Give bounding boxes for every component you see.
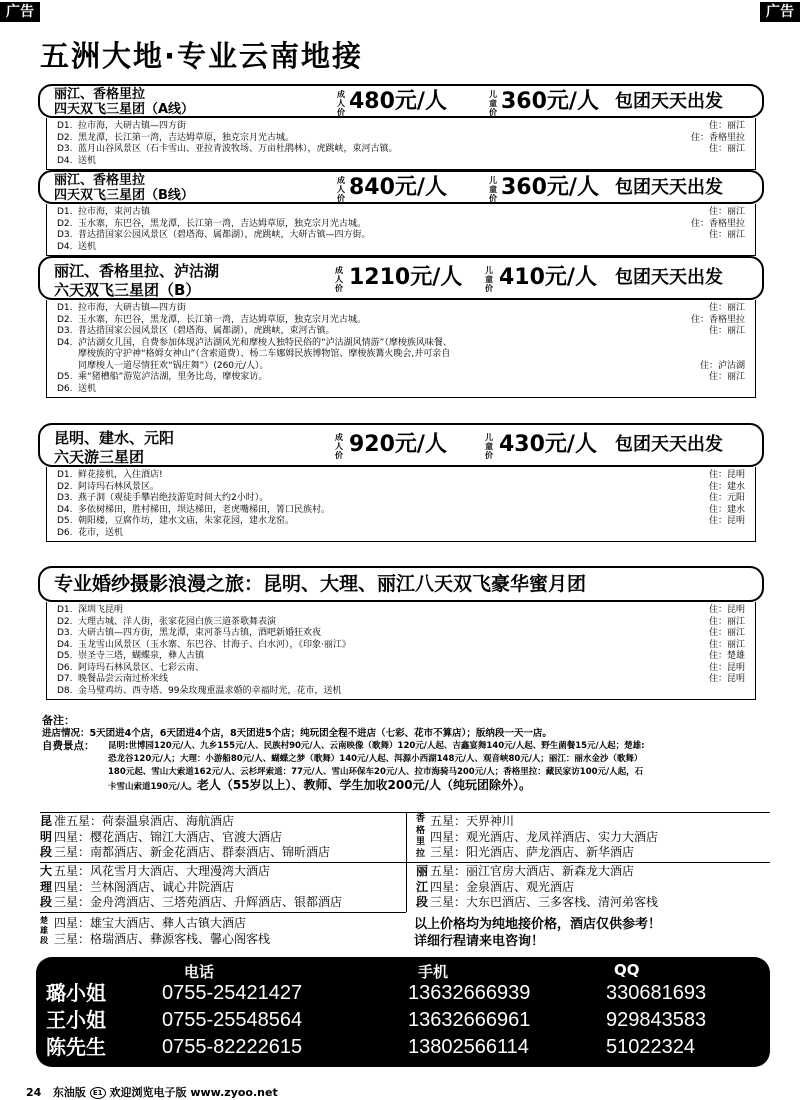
day-number: D1.: [57, 605, 73, 615]
self-pay-line: 180元起、雪山大索道162元/人、云杉坪索道：77元/人、雪山环保车20元/人、拉市海骑马200元/人；香格里拉：藏民家访100元/人起，石: [108, 767, 644, 777]
day-number: D8.: [57, 685, 73, 696]
itinerary-day: [57, 207, 745, 219]
day-stay: 住：楚雄: [708, 651, 745, 661]
day-description: 阿诗玛石林风景区、七彩云南、: [78, 662, 205, 673]
itinerary-day: [57, 326, 745, 338]
adult-price: 1210元/人: [349, 265, 463, 290]
hotel-row: 四星：金泉酒店、观光酒店: [430, 879, 575, 894]
hotel-city: 大理段: [40, 864, 53, 909]
day-number: D5.: [57, 372, 73, 382]
day-description: 摩梭族的守护神“格姆女神山”（含索道费）、杨二车娜姆民族博物馆、摩梭族篝火晚会,并可亲自: [78, 349, 451, 359]
contact-name: 陈先生: [46, 1035, 106, 1059]
discount-note: 老人（55岁以上）、教师、学生加收200元/人（纯玩团除外）。: [196, 778, 531, 792]
itinerary-day: [57, 686, 745, 698]
publication-name: 东油版: [52, 1086, 86, 1099]
footer: [26, 1084, 278, 1100]
disclaimer: [414, 916, 661, 950]
package-type: 六天双飞三星团（B）: [54, 281, 201, 299]
day-description: 玉水寨，东巴谷，黑龙潭，长江第一湾，吉达姆草原，独克宗月光古城。: [78, 314, 367, 325]
day-stay: 住：昆明: [708, 674, 745, 684]
departure-tag: 包团天天出发: [615, 177, 723, 198]
day-description: 泸沽湖女儿国，自费参加体现泸沽湖风光和摩梭人独特民俗的“泸沽湖风情游”（摩梭族风味餐、: [78, 337, 452, 348]
itinerary-day: [57, 482, 745, 494]
notes-title: 备注：: [42, 714, 75, 727]
self-pay-label: 自费景点：: [42, 740, 95, 752]
day-description: 蓝月山谷风景区（石卡雪山、亚拉青波牧场、万亩杜鹃林），虎跳峡，束河古镇。: [78, 144, 398, 154]
shop-info: [42, 727, 772, 740]
day-description: 大理古城、洋人街，张家花园白族三道茶歌舞表演: [78, 616, 277, 627]
day-number: D6.: [57, 383, 73, 394]
adult-price-label: 成人价: [335, 266, 343, 293]
day-description: 送机: [78, 155, 97, 166]
qq-header: QQ: [614, 961, 640, 979]
phone-header: 电话: [184, 963, 215, 981]
day-number: D3.: [57, 326, 73, 336]
child-price: 360元/人: [501, 175, 599, 200]
hotel-row: 四星：雄宝大酒店、彝人古镇大酒店: [54, 916, 247, 930]
day-description: 阿诗玛石林风景区。: [78, 481, 160, 492]
day-stay: 住：丽江: [708, 121, 745, 131]
contact-mobile[interactable]: 13632666939: [408, 982, 531, 1004]
day-stay: 住：丽江: [708, 207, 745, 217]
notes-section: [42, 714, 772, 794]
hotel-row: 三星：金舟湾酒店、三塔苑酒店、升辉酒店、银都酒店: [54, 895, 343, 909]
package-destinations: 丽江、香格里拉、泸沽湖: [54, 262, 220, 280]
day-stay: 住：丽江: [708, 372, 745, 382]
footer-text: 欢迎浏览电子版: [109, 1086, 187, 1099]
itinerary-day: [57, 493, 745, 505]
departure-tag: 包团天天出发: [615, 267, 723, 288]
day-description: 普达措国家公园风景区（碧塔海、属都湖），虎跳峡，束河古镇。: [78, 326, 335, 336]
package-type: 四天双飞三星团（A线）: [54, 102, 195, 117]
day-stay: 住：建水: [708, 481, 745, 492]
itinerary-day: [57, 651, 745, 663]
day-number: D3.: [57, 144, 73, 154]
day-description: 崇圣寺三塔，蝴蝶泉，彝人古镇: [78, 651, 205, 661]
hotel-row: 四星：观光酒店、龙凤祥酒店、实力大酒店: [430, 829, 659, 844]
itinerary-day: [57, 242, 745, 254]
hotels-chuxiong: [40, 916, 270, 947]
self-pay-line: 卡雪山索道190元/人。: [108, 782, 197, 792]
hotel-row: 准五星：荷泰温泉酒店、海航酒店: [54, 814, 235, 828]
contact-box: [36, 957, 770, 1067]
itinerary-day: [57, 144, 745, 156]
adult-price-label: 成人价: [335, 433, 343, 460]
day-number: D3.: [57, 230, 73, 240]
child-price-label: 儿童价: [489, 176, 497, 203]
package-header: [38, 170, 764, 204]
day-number: D3.: [57, 493, 73, 503]
hotel-row: 三星：南都酒店、新金花酒店、群泰酒店、锦昕酒店: [54, 845, 331, 859]
mobile-header: 手机: [418, 963, 449, 981]
itinerary-day: [57, 505, 745, 517]
day-number: D7.: [57, 674, 73, 684]
child-price: 430元/人: [499, 432, 597, 457]
package-header: [38, 423, 764, 467]
hotels-lijiang: [416, 864, 658, 911]
day-stay: 住：泸沽湖: [699, 360, 745, 371]
hotel-row: 三星：大东巴酒店、三多客栈、清河弟客栈: [430, 895, 659, 909]
day-stay: 住：昆明: [708, 605, 745, 615]
day-number: D2.: [57, 132, 73, 143]
tour-package: [38, 256, 764, 398]
package-itinerary: [46, 300, 756, 398]
day-number: D4.: [57, 155, 73, 166]
day-description: 拉市海，束河古镇: [78, 207, 151, 217]
day-stay: 住：昆明: [708, 662, 745, 673]
package-destinations: 丽江、香格里拉: [54, 173, 146, 188]
itinerary-day: [57, 674, 745, 686]
day-number: D4.: [57, 337, 73, 348]
contact-qq[interactable]: 929843583: [606, 1009, 707, 1031]
adult-price-label: 成人价: [337, 176, 345, 203]
day-number: D1.: [57, 207, 73, 217]
hotel-city: 丽江段: [416, 864, 429, 909]
day-description: 乘“猪槽船”游览泸沽湖，里务比岛，摩梭家访。: [78, 372, 268, 382]
itinerary-day: [57, 384, 745, 396]
itinerary-day: [57, 372, 745, 384]
logo-icon: E1: [90, 1087, 106, 1099]
self-pay-line: 昆明:世博园120元/人、九乡155元/人、民族村90元/人、云南映像（歌舞）120元/人起、吉鑫宴舞140元/人起、野生菌餐15元/人起；楚雄:: [108, 741, 645, 751]
day-number: D5.: [57, 651, 73, 661]
page-number: 24: [26, 1086, 42, 1099]
package-type: 六天游三星团: [54, 448, 145, 466]
day-description: 拉市海，大研古镇—四方街: [78, 303, 187, 313]
child-price-label: 儿童价: [485, 266, 493, 293]
day-description: 普达措国家公园风景区（碧塔海、属都湖），虎跳峡，大研古镇—四方街。: [78, 230, 371, 240]
hotel-row: 四星：樱花酒店、锦江大酒店、官渡大酒店: [54, 829, 283, 844]
footer-url[interactable]: www.zyoo.net: [190, 1086, 278, 1099]
day-stay: 住：香格里拉: [690, 218, 745, 229]
shop-text: 5天团进4个店，6天团进4个店，8天团进5个店；纯玩团全程不进店（七彩、花市不算店）；版纳段一天一店。: [89, 728, 552, 739]
tour-package: [38, 170, 764, 256]
day-stay: 住：香格里拉: [690, 132, 745, 143]
contact-phone[interactable]: 0755-82222615: [162, 1036, 303, 1058]
itinerary-day: [57, 338, 745, 350]
adult-price: 920元/人: [349, 432, 447, 457]
disclaimer-line: 以上价格均为纯地接价格，酒店仅供参考！: [414, 917, 662, 932]
day-description: 多依树梯田，胜村梯田，坝达梯田，老虎嘴梯田，箐口民族村。: [78, 504, 331, 515]
day-number: D4.: [57, 639, 73, 650]
day-number: D4.: [57, 504, 73, 515]
day-stay: 住：丽江: [708, 628, 745, 638]
disclaimer-line: 详细行程请来电咨询！: [414, 934, 545, 949]
hotel-row: 三星：阳光酒店、萨龙酒店、新华酒店: [430, 845, 635, 859]
contact-name: 王小姐: [46, 1008, 106, 1032]
day-description: 朝阳楼，豆腐作坊，建水文庙，朱家花园，建水龙窑。: [78, 516, 295, 526]
day-description: 送机: [78, 241, 97, 252]
day-stay: 住：丽江: [708, 326, 745, 336]
day-description: 拉市海，大研古镇—四方街: [78, 121, 187, 131]
day-stay: 住：丽江: [708, 230, 745, 240]
package-itinerary: [46, 204, 756, 256]
package-type: 四天双飞三星团（B线）: [54, 188, 194, 203]
package-itinerary: [46, 467, 756, 542]
shop-label: 进店情况：: [42, 728, 90, 739]
day-number: D5.: [57, 516, 73, 526]
day-description: 送机: [78, 383, 97, 394]
hotels-shangrila: [416, 814, 658, 861]
hotels-kunming: [40, 814, 330, 861]
day-number: D1.: [57, 303, 73, 313]
itinerary-day: [57, 133, 745, 145]
contact-name: 璐小姐: [46, 981, 106, 1005]
day-number: D2.: [57, 314, 73, 325]
child-price-label: 儿童价: [489, 90, 497, 117]
contact-qq[interactable]: 330681693: [606, 982, 707, 1004]
itinerary-day: [57, 663, 745, 675]
hotel-row: 五星：丽江官房大酒店、新森龙大酒店: [430, 864, 635, 878]
contact-mobile[interactable]: 13802566114: [408, 1036, 529, 1058]
honeymoon-itinerary: [38, 602, 764, 700]
day-number: D4.: [57, 241, 73, 252]
itinerary-day: [57, 156, 745, 168]
itinerary-day: [57, 230, 745, 242]
contact-phone[interactable]: 0755-25421427: [162, 982, 303, 1004]
itinerary-day: [57, 349, 745, 361]
day-stay: 住：昆明: [708, 470, 745, 480]
self-pay-line: 恐龙谷120元/人；大理：小游船80元/人、蝴蝶之梦（歌舞）140元/人起、洱源小西湖148元/人、观音峡80元/人；丽江：丽水金沙（歌舞）: [108, 754, 643, 764]
day-stay: 住：香格里拉: [690, 314, 745, 325]
tour-package: [38, 423, 764, 542]
adult-price-label: 成人价: [337, 90, 345, 117]
itinerary-day: [57, 528, 745, 540]
day-stay: 住：丽江: [708, 144, 745, 154]
itinerary-day: [57, 640, 745, 652]
day-stay: 住：丽江: [708, 639, 745, 650]
day-number: D2.: [57, 616, 73, 627]
day-stay: 住：建水: [708, 504, 745, 515]
page-title: 五洲大地·专业云南地接: [40, 39, 364, 73]
day-description: 鲜花接机，入住酒店!: [78, 470, 163, 480]
package-itinerary: [46, 118, 756, 170]
package-destinations: 丽江、香格里拉: [54, 87, 146, 102]
adult-price: 480元/人: [349, 89, 447, 114]
day-stay: 住：丽江: [708, 303, 745, 313]
package-header: [38, 84, 764, 118]
hotel-row: 三星：格瑞酒店、彝源客栈、馨心阁客栈: [54, 931, 271, 946]
day-number: D1.: [57, 121, 73, 131]
day-stay: 住：昆明: [708, 516, 745, 526]
itinerary-day: [57, 303, 745, 315]
hotel-row: 五星：天界神川: [430, 814, 515, 828]
contact-mobile[interactable]: 13632666961: [408, 1009, 531, 1031]
day-description: 玉水寨，东巴谷，黑龙潭，长江第一湾，吉达姆草原，独克宗月光古城。: [78, 218, 367, 229]
departure-tag: 包团天天出发: [615, 91, 723, 112]
day-description: 燕子洞（观徒手攀岩绝技游览时间大约2小时）。: [78, 493, 269, 503]
day-description: 黑龙潭，长江第一湾，吉达姆草原，独克宗月光古城。: [78, 132, 295, 143]
tour-package: [38, 84, 764, 170]
child-price: 360元/人: [501, 89, 599, 114]
day-number: D2.: [57, 218, 73, 229]
honeymoon-header: 专业婚纱摄影浪漫之旅：昆明、大理、丽江八天双飞豪华蜜月团: [38, 566, 764, 602]
day-number: D6.: [57, 662, 73, 673]
day-description: 晚餐品尝云南过桥米线: [78, 674, 169, 684]
itinerary-day: [57, 605, 745, 617]
self-pay-info: [42, 740, 772, 794]
day-number: D2.: [57, 481, 73, 492]
hotels-dali: [40, 864, 342, 911]
day-description: 金马璧鸡坊、西寺塔、99朵玫瑰重温求婚的幸福时光，花市，送机: [78, 685, 342, 696]
child-price: 410元/人: [499, 265, 597, 290]
hotel-city: 香格里拉: [416, 814, 426, 859]
day-description: 深圳飞昆明: [78, 605, 124, 615]
hotel-row: 五星：风花雪月大酒店、大理漫湾大酒店: [54, 864, 271, 878]
itinerary-day: [57, 361, 745, 373]
hotel-row: 四星：兰林阁酒店、诚心井院酒店: [54, 879, 235, 894]
itinerary-day: [57, 617, 745, 629]
hotel-city: 昆明段: [40, 814, 53, 859]
ad-label-left: 广告: [0, 2, 40, 22]
day-number: D1.: [57, 470, 73, 480]
itinerary-day: [57, 121, 745, 133]
contact-phone[interactable]: 0755-25548564: [162, 1009, 303, 1031]
day-number: D6.: [57, 527, 73, 538]
day-description: 大研古镇—四方街，黑龙潭，束河茶马古镇，酒吧新婚狂欢夜: [78, 628, 322, 638]
day-description: 同摩梭人一道尽情狂欢“锅庄舞”）(260元/人）。: [78, 360, 269, 371]
day-number: D3.: [57, 628, 73, 638]
package-destinations: 昆明、建水、元阳: [54, 429, 175, 447]
itinerary-day: [57, 628, 745, 640]
adult-price: 840元/人: [349, 175, 447, 200]
itinerary-day: [57, 219, 745, 231]
hotel-city: 楚雄段: [40, 916, 48, 945]
day-stay: 住：丽江: [708, 616, 745, 627]
day-description: 花市，送机: [78, 527, 124, 538]
departure-tag: 包团天天出发: [615, 434, 723, 455]
child-price-label: 儿童价: [485, 433, 493, 460]
ad-label-right: 广告: [760, 2, 800, 22]
itinerary-day: [57, 516, 745, 528]
itinerary-day: [57, 315, 745, 327]
package-header: [38, 256, 764, 300]
contact-qq[interactable]: 51022324: [606, 1036, 695, 1058]
itinerary-day: [57, 470, 745, 482]
day-description: 玉龙雪山风景区（玉水寨、东巴谷、甘海子、白水河），《印象·丽江》: [78, 639, 351, 650]
day-stay: 住：元阳: [708, 493, 745, 503]
